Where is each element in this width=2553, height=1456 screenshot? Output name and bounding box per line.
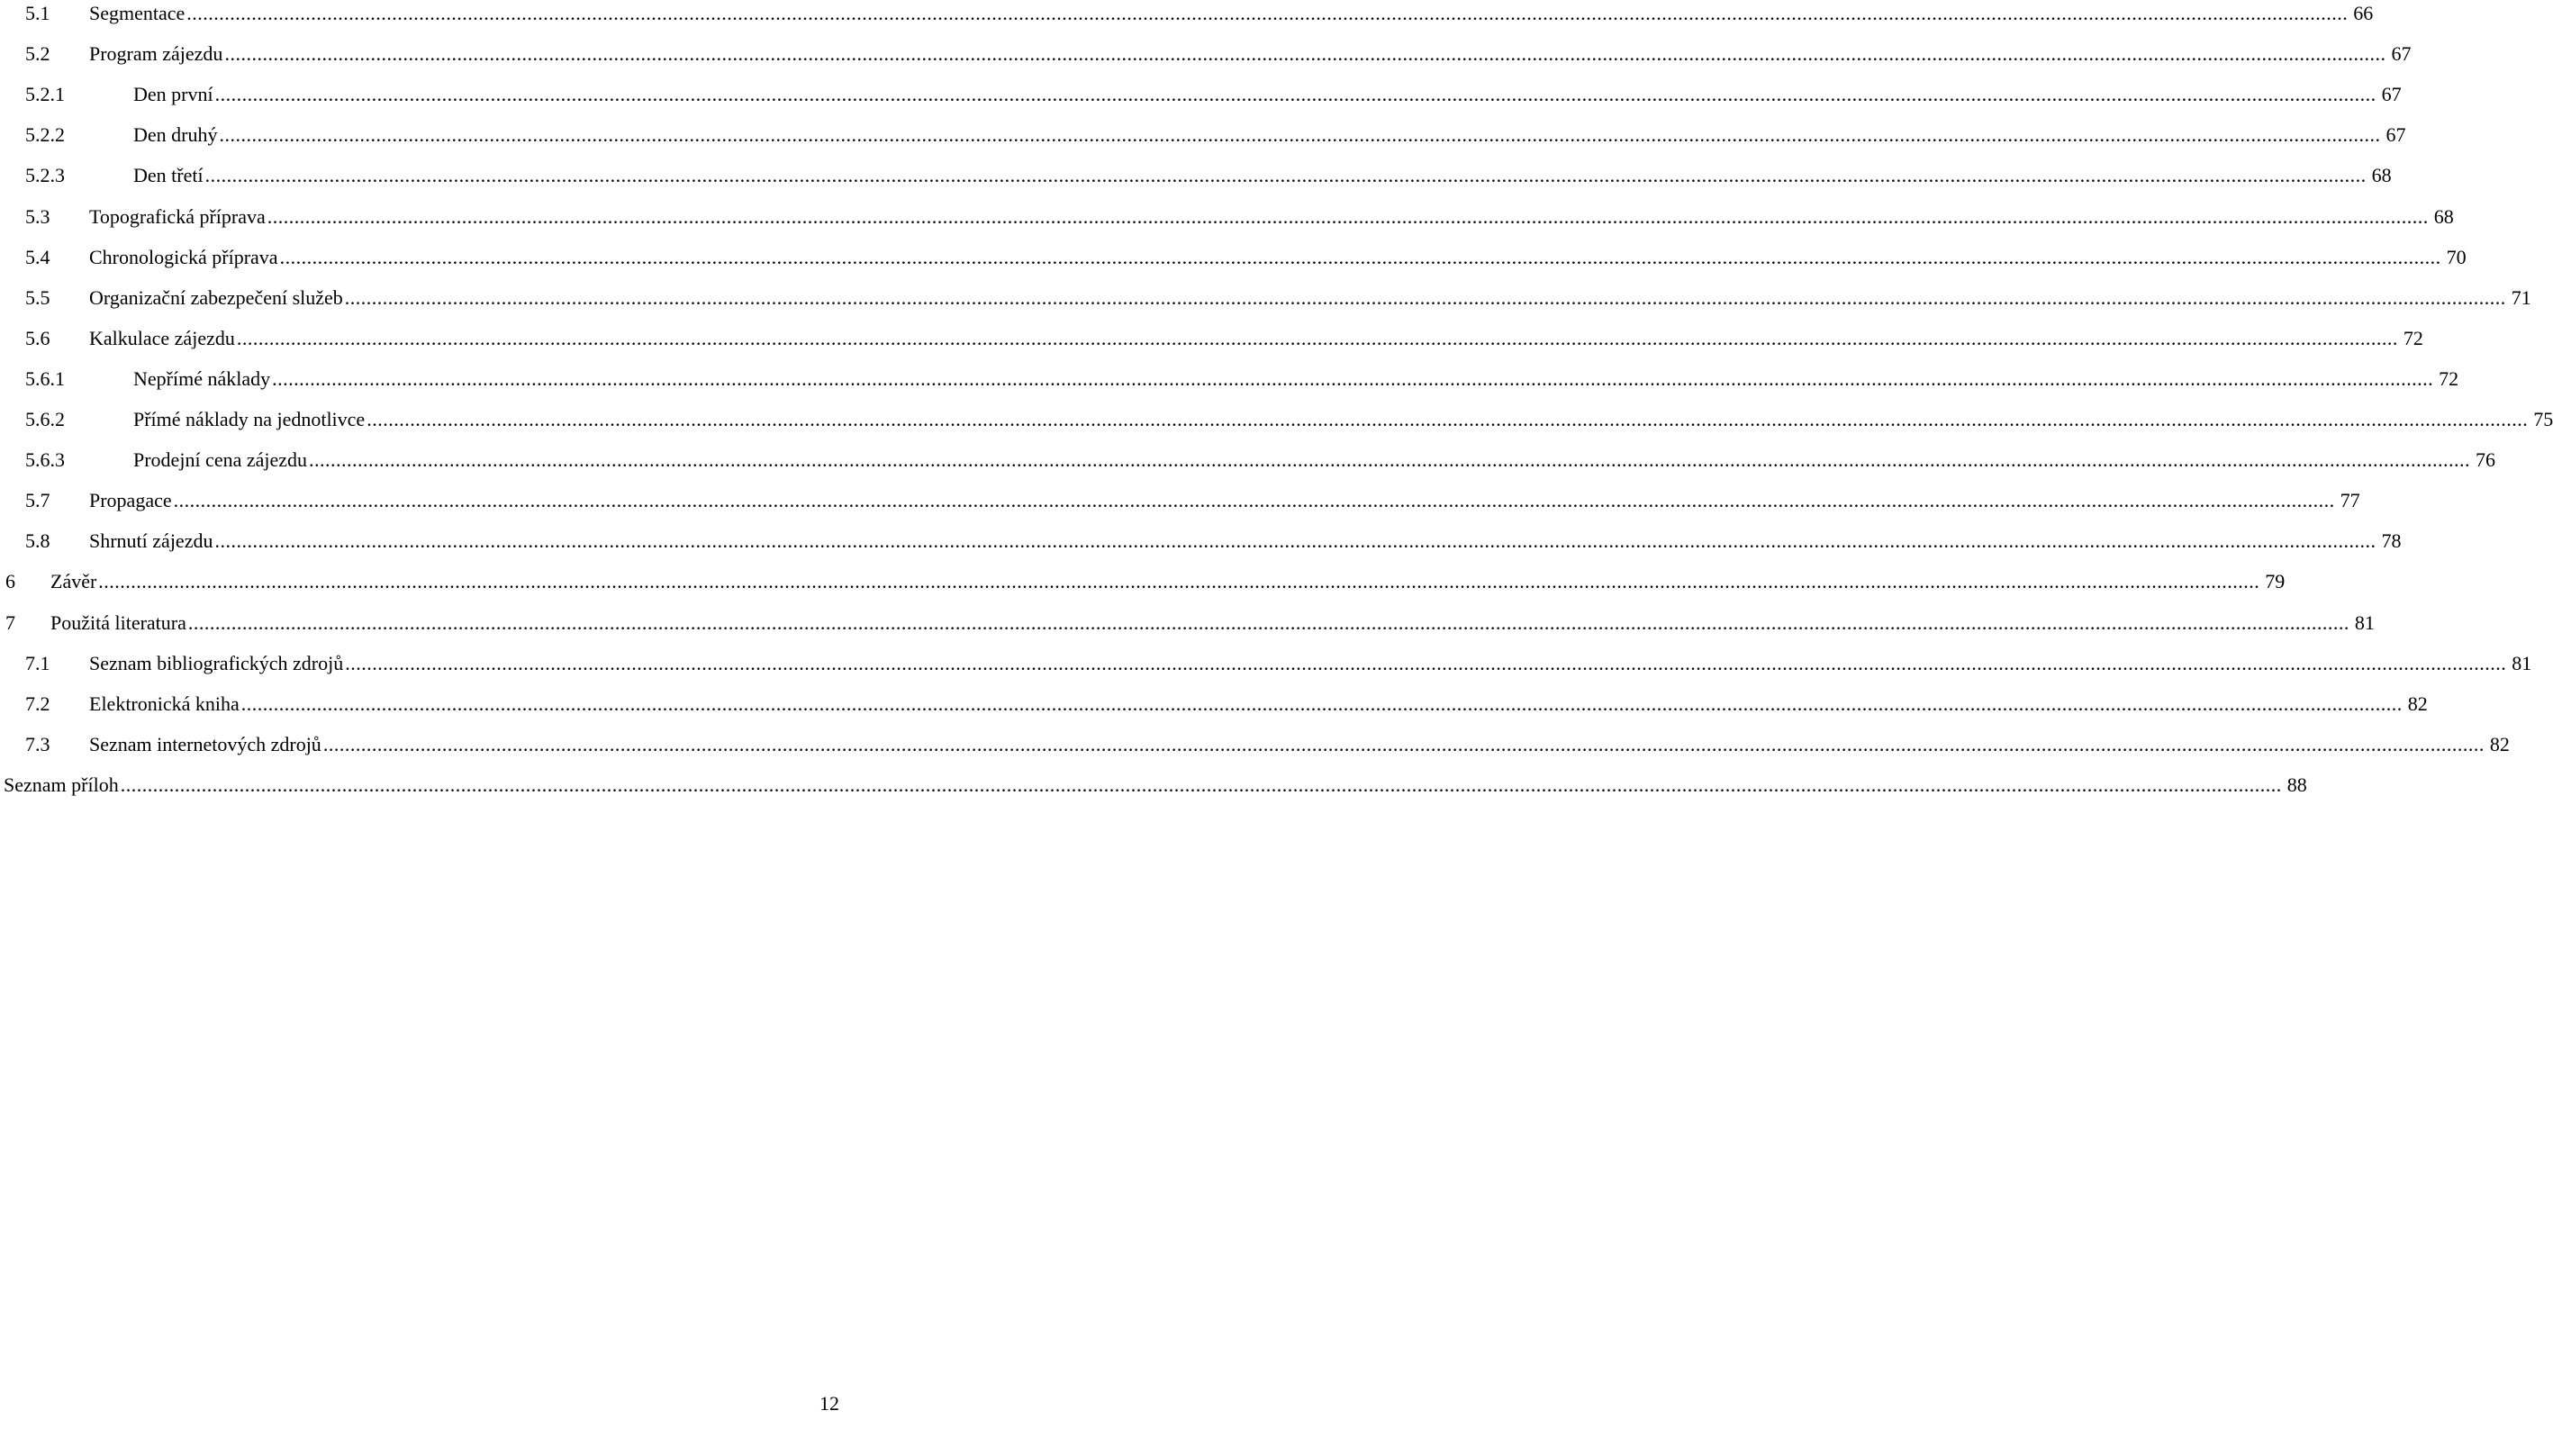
toc-entry-number: 5.2: [25, 42, 50, 66]
page-number: 12: [819, 1392, 839, 1415]
toc-entry: [0, 162, 2392, 189]
toc-entry: [0, 731, 2510, 758]
toc-entry-number: 7.2: [25, 692, 50, 715]
toc-dot-leader: ................................................................................................................................................................................................................................................................................................................................................................................................................: [322, 732, 2485, 755]
toc-entry-number: 5.8: [25, 529, 50, 553]
toc-entry-number: 5.3: [25, 204, 50, 228]
toc-dot-leader: ................................................................................................................................................................................................................................................................................................................................................................................................................: [219, 123, 2381, 147]
toc-dot-leader: ................................................................................................................................................................................................................................................................................................................................................................................................................: [214, 83, 2376, 106]
toc-dot-leader: ................................................................................................................................................................................................................................................................................................................................................................................................................: [240, 692, 2403, 715]
toc-entry-title: Použitá literatura: [50, 610, 186, 634]
toc-entry: [0, 366, 2459, 393]
toc-entry-number: 6: [5, 570, 15, 593]
toc-entry-title: Program zájezdu: [89, 42, 223, 66]
toc-entry-page: 70: [2446, 245, 2467, 268]
toc-entry: [0, 610, 2375, 637]
toc-entry-title: Seznam bibliografických zdrojů: [89, 651, 344, 674]
toc-entry-page: 68: [2433, 204, 2454, 228]
toc-entry-number: 7.3: [25, 732, 50, 755]
toc-entry-page: 67: [2386, 123, 2406, 147]
toc-dot-leader: ................................................................................................................................................................................................................................................................................................................................................................................................................: [224, 42, 2386, 66]
toc-entry: [0, 325, 2423, 352]
toc-entry-page: 82: [2489, 732, 2510, 755]
toc-entry: [0, 122, 2406, 149]
toc-entry-number: 5.2.3: [25, 164, 65, 187]
toc-entry-title: Shrnutí zájezdu: [89, 529, 213, 553]
toc-entry: [0, 528, 2402, 555]
toc-entry-page: 78: [2381, 529, 2402, 553]
toc-entry-number: 7.1: [25, 651, 50, 674]
toc-entry: [0, 203, 2454, 231]
toc-dot-leader: ................................................................................................................................................................................................................................................................................................................................................................................................................: [204, 164, 2367, 187]
toc-entry-page: 81: [2354, 610, 2375, 634]
toc-entry: [0, 691, 2428, 718]
toc-entry-title: Den druhý: [133, 123, 218, 147]
toc-entry-number: 5.6.2: [25, 408, 65, 430]
toc-entry-page: 82: [2407, 692, 2428, 715]
toc-entry-title: Segmentace: [89, 2, 186, 24]
toc-dot-leader: ................................................................................................................................................................................................................................................................................................................................................................................................................: [279, 245, 2441, 268]
toc-entry: [0, 285, 2531, 312]
toc-entry-page: 77: [2340, 489, 2360, 512]
toc-entry: [0, 244, 2467, 271]
toc-entry-title: Organizační zabezpečení služeb: [89, 285, 343, 309]
toc-dot-leader: ................................................................................................................................................................................................................................................................................................................................................................................................................: [236, 326, 2398, 349]
toc-entry-number: 5.7: [25, 489, 50, 512]
toc-dot-leader: ................................................................................................................................................................................................................................................................................................................................................................................................................: [267, 204, 2429, 228]
toc-entry: [0, 650, 2532, 677]
toc-entry-title: Kalkulace zájezdu: [89, 326, 235, 349]
toc-entry-number: 5.2.2: [25, 123, 65, 147]
toc-entry-page: 67: [2381, 83, 2402, 106]
toc-entry-page: 68: [2371, 164, 2392, 187]
toc-entry: [0, 447, 2496, 474]
toc-entry-page: 71: [2511, 285, 2531, 309]
toc-entry-page: 76: [2476, 448, 2496, 472]
toc-dot-leader: ................................................................................................................................................................................................................................................................................................................................................................................................................: [272, 366, 2434, 390]
toc-entry-page: 66: [2353, 2, 2374, 24]
toc-entry-title: Přímé náklady na jednotlivce: [133, 408, 366, 430]
toc-dot-leader: ................................................................................................................................................................................................................................................................................................................................................................................................................: [344, 285, 2506, 309]
toc-entry-page: 72: [2439, 366, 2459, 390]
toc-entry: [0, 406, 2553, 433]
toc-dot-leader: ................................................................................................................................................................................................................................................................................................................................................................................................................: [120, 773, 2282, 796]
toc-entry: [0, 81, 2402, 108]
toc-entry: [0, 41, 2412, 68]
toc-entry-number: 7: [5, 610, 15, 634]
toc-entry-page: 67: [2391, 42, 2412, 66]
toc-entry-title: Prodejní cena zájezdu: [133, 448, 308, 472]
toc-entry-page: 79: [2265, 570, 2286, 593]
toc-entry-number: 5.6.1: [25, 366, 65, 390]
toc-entry-page: 81: [2512, 651, 2532, 674]
toc-entry-title: Závěr: [50, 570, 97, 593]
toc-entry: [0, 772, 2307, 799]
toc-entry-title: Chronologická příprava: [89, 245, 278, 268]
toc-entry-number: 5.6.3: [25, 448, 65, 472]
toc-entry-title: Seznam internetových zdrojů: [89, 732, 321, 755]
toc-entry-title: Propagace: [89, 489, 172, 512]
toc-entry-title: Den první: [133, 83, 213, 106]
toc-dot-leader: ................................................................................................................................................................................................................................................................................................................................................................................................................: [173, 489, 2335, 512]
toc-dot-leader: ................................................................................................................................................................................................................................................................................................................................................................................................................: [309, 448, 2471, 472]
toc-entry-number: 5.1: [25, 2, 50, 24]
toc-dot-leader: ................................................................................................................................................................................................................................................................................................................................................................................................................: [345, 651, 2507, 674]
toc-dot-leader: ................................................................................................................................................................................................................................................................................................................................................................................................................: [367, 408, 2529, 430]
toc-entry-page: 75: [2533, 408, 2553, 430]
toc-entry-number: 5.4: [25, 245, 50, 268]
toc-dot-leader: ................................................................................................................................................................................................................................................................................................................................................................................................................: [98, 570, 2260, 593]
toc-entry: [0, 568, 2286, 595]
toc-entry-number: 5.5: [25, 285, 50, 309]
toc-dot-leader: ................................................................................................................................................................................................................................................................................................................................................................................................................: [187, 610, 2349, 634]
toc-dot-leader: ................................................................................................................................................................................................................................................................................................................................................................................................................: [186, 2, 2349, 24]
toc-dot-leader: ................................................................................................................................................................................................................................................................................................................................................................................................................: [214, 529, 2376, 553]
toc-entry-page: 88: [2286, 773, 2307, 796]
toc-entry-title: Topografická příprava: [89, 204, 266, 228]
toc-entry-title: Den třetí: [133, 164, 204, 187]
toc-entry-title: Seznam příloh: [4, 773, 119, 796]
toc-entry-number: 5.6: [25, 326, 50, 349]
toc-entry: [0, 487, 2360, 514]
toc-entry-title: Elektronická kniha: [89, 692, 240, 715]
toc-entry-number: 5.2.1: [25, 83, 65, 106]
toc-entry-page: 72: [2403, 326, 2423, 349]
toc-entry: [0, 0, 2374, 27]
toc-entry-title: Nepřímé náklady: [133, 366, 271, 390]
